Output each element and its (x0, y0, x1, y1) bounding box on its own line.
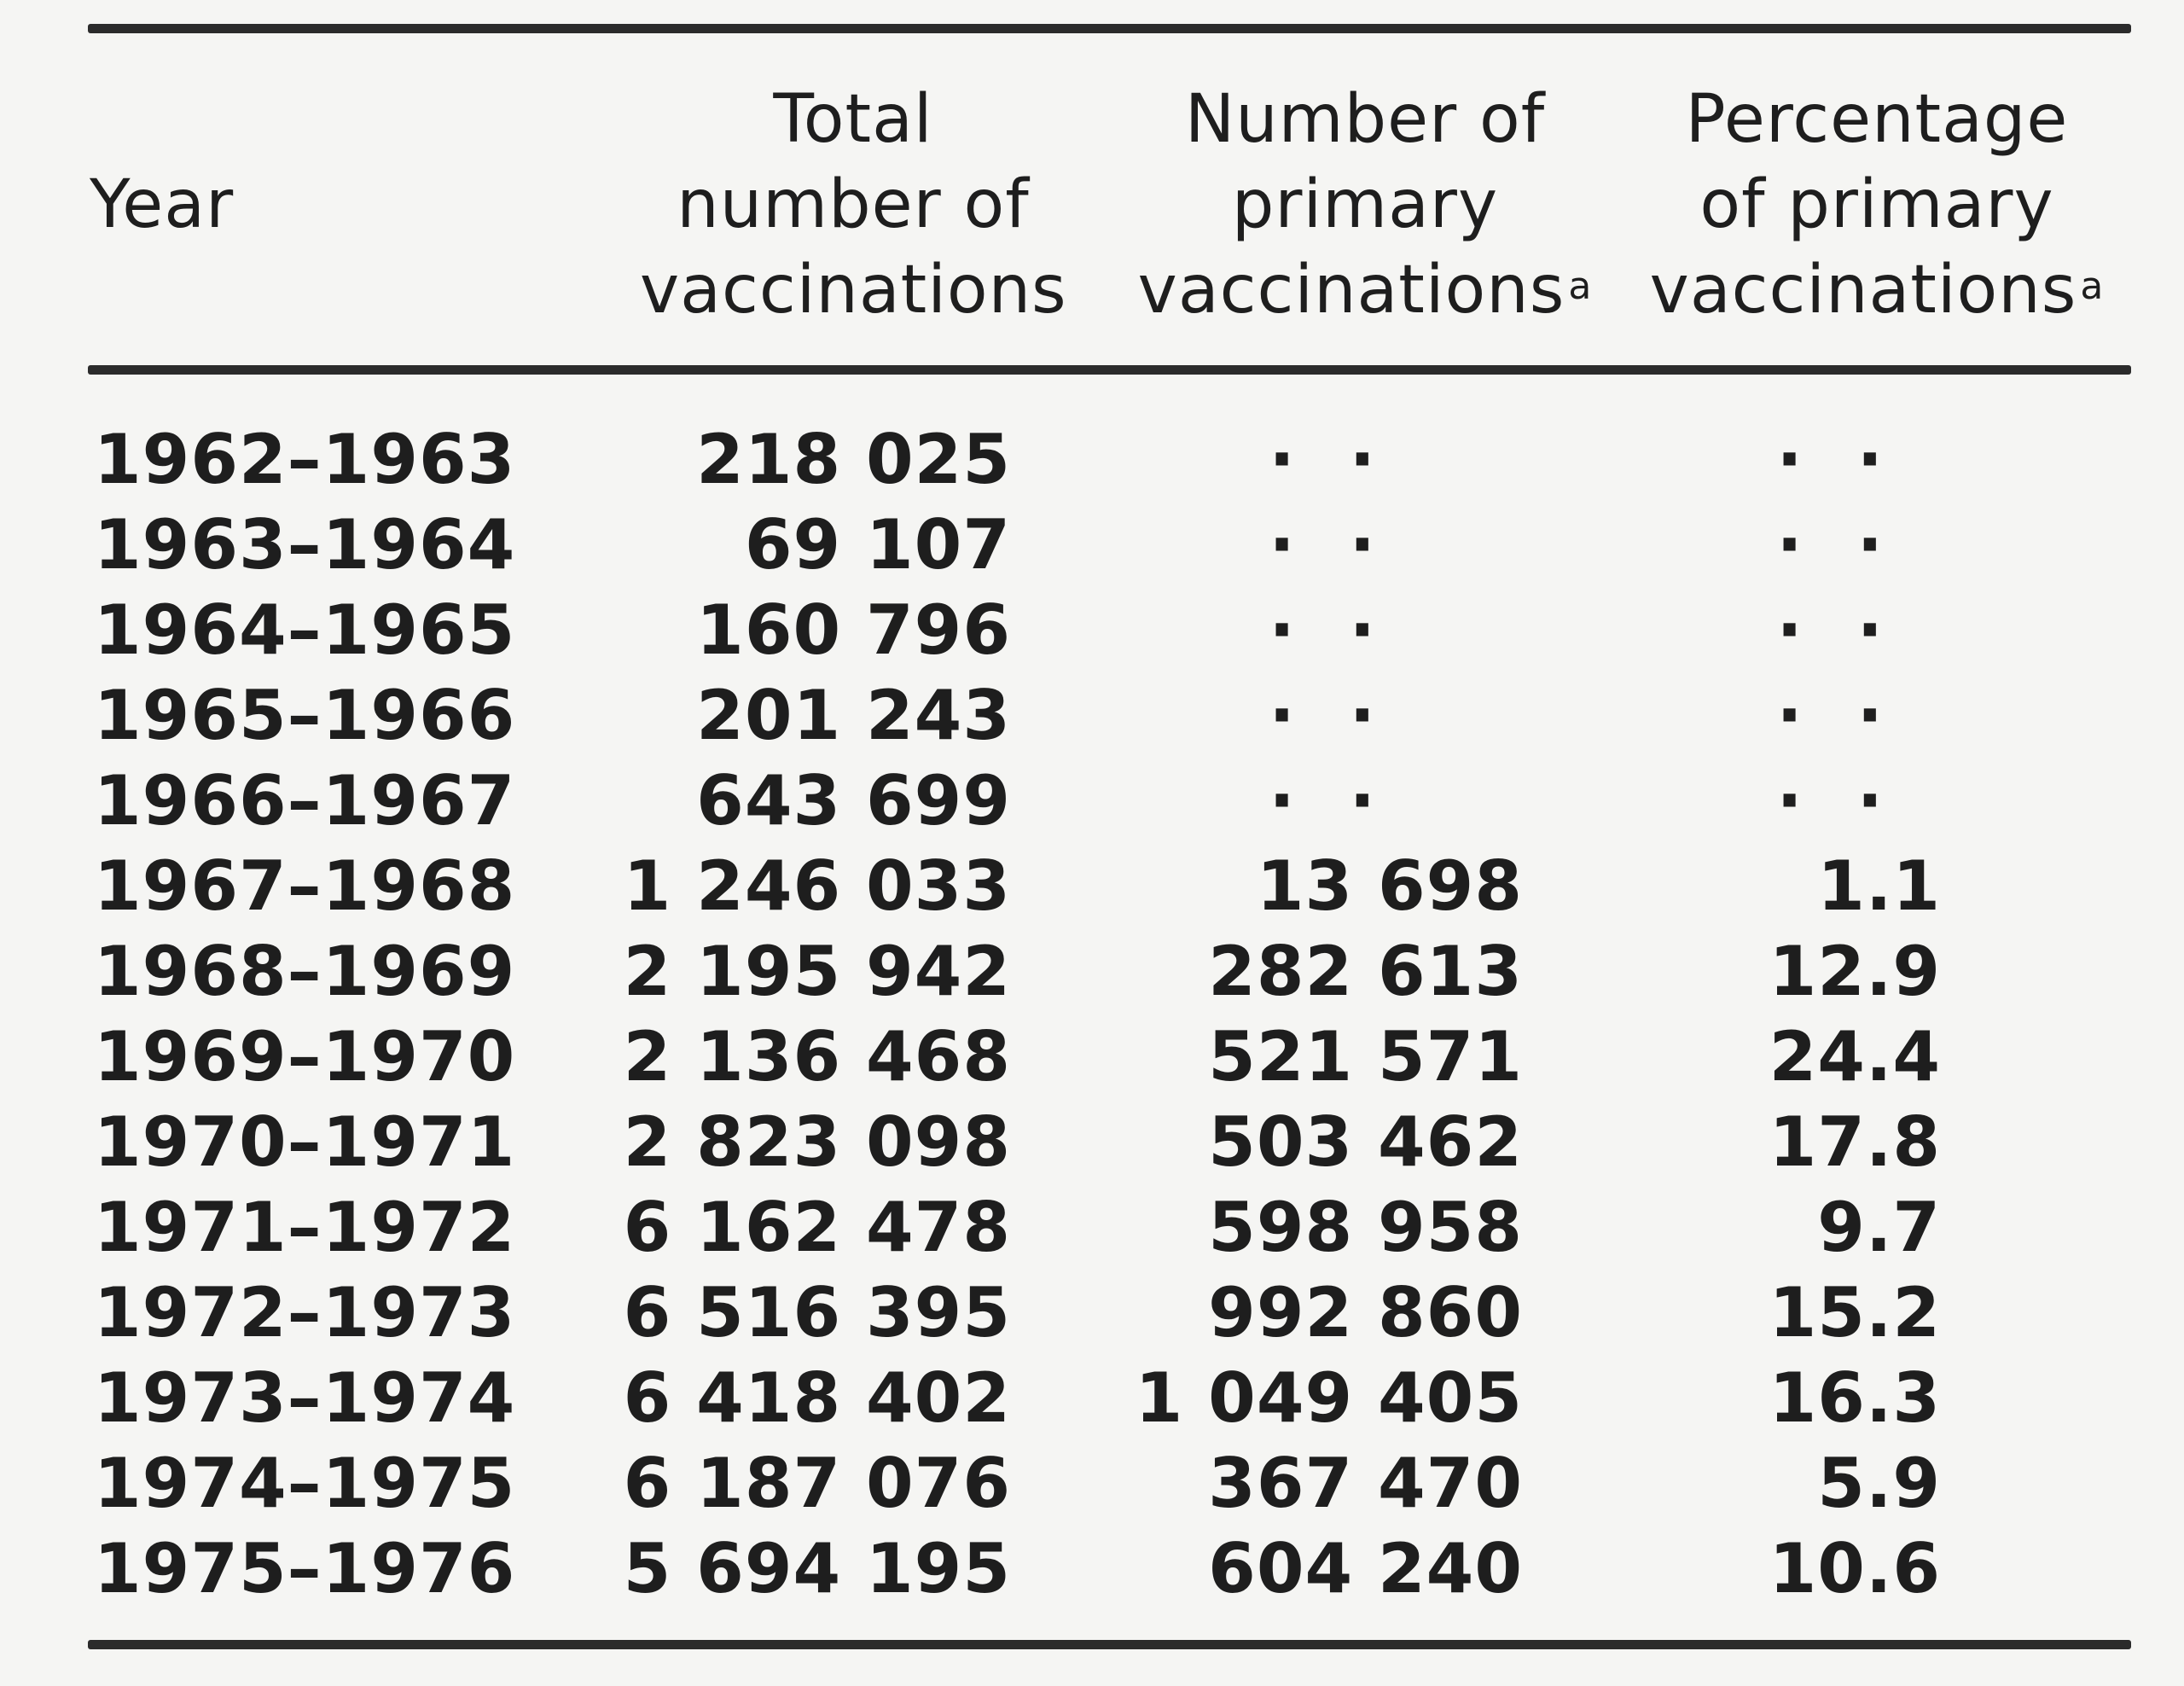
cell-year: 1967–1968 (94, 846, 516, 926)
cell-primary: 1 049 405 (1135, 1358, 1523, 1438)
cell-year: 1966–1967 (94, 761, 516, 840)
cell-year: 1964–1965 (94, 590, 516, 670)
table-row (0, 759, 2184, 844)
table-row (0, 1441, 2184, 1526)
header-line: number of (677, 166, 1030, 243)
footnote-mark: a (1568, 265, 1593, 308)
table-row (0, 1100, 2184, 1185)
table-body (0, 417, 2184, 1612)
cell-primary: · · (1269, 505, 1391, 584)
table-row (0, 673, 2184, 759)
cell-primary: 598 958 (1208, 1188, 1523, 1267)
cell-total: 2 136 468 (623, 1017, 1011, 1096)
table-top-rule (88, 24, 2131, 33)
cell-pct: 12.9 (1769, 932, 1941, 1011)
footnote-mark: a (2080, 265, 2105, 308)
cell-year: 1962–1963 (94, 420, 516, 499)
cell-total: 2 195 942 (623, 932, 1011, 1011)
header-line-text: vaccinations (1137, 252, 1565, 328)
header-year: Year (90, 166, 235, 243)
table-row (0, 929, 2184, 1015)
cell-pct: · · (1776, 676, 1898, 755)
cell-year: 1969–1970 (94, 1017, 516, 1096)
cell-total: 2 823 098 (623, 1102, 1011, 1182)
header-line (1647, 247, 2107, 333)
cell-total: 5 694 195 (623, 1529, 1011, 1608)
cell-year: 1971–1972 (94, 1188, 516, 1267)
cell-primary: · · (1269, 761, 1391, 840)
cell-pct: 1.1 (1817, 846, 1941, 926)
header-line: Total (773, 81, 933, 158)
header-line: Number of (1184, 81, 1546, 158)
header-total-vaccinations (640, 77, 1066, 333)
cell-year: 1973–1974 (94, 1358, 516, 1438)
cell-primary: 503 462 (1208, 1102, 1523, 1182)
table-row (0, 1015, 2184, 1100)
cell-primary: 282 613 (1208, 932, 1523, 1011)
cell-year: 1975–1976 (94, 1529, 516, 1608)
cell-pct: · · (1776, 420, 1898, 499)
cell-primary: 604 240 (1208, 1529, 1523, 1608)
cell-primary: · · (1269, 676, 1391, 755)
header-percentage-primary (1647, 77, 2107, 333)
header-line: Percentage (1685, 81, 2069, 158)
cell-year: 1963–1964 (94, 505, 516, 584)
header-line (1135, 247, 1595, 333)
cell-year: 1965–1966 (94, 676, 516, 755)
cell-total: 201 243 (696, 676, 1011, 755)
cell-pct: · · (1776, 590, 1898, 670)
cell-pct: 17.8 (1769, 1102, 1941, 1182)
header-bottom-rule (88, 365, 2131, 375)
cell-year: 1968–1969 (94, 932, 516, 1011)
cell-pct: 24.4 (1769, 1017, 1941, 1096)
cell-primary: 521 571 (1208, 1017, 1523, 1096)
cell-total: 643 699 (696, 761, 1011, 840)
cell-total: 218 025 (696, 420, 1011, 499)
header-line-text: vaccinations (1649, 252, 2077, 328)
cell-total: 6 516 395 (623, 1273, 1011, 1352)
table-row (0, 503, 2184, 588)
table-row (0, 1185, 2184, 1270)
table-row (0, 1356, 2184, 1441)
table-bottom-rule (88, 1640, 2131, 1649)
header-primary-vaccinations (1135, 77, 1595, 333)
cell-year: 1972–1973 (94, 1273, 516, 1352)
cell-pct: 16.3 (1769, 1358, 1941, 1438)
cell-pct: 15.2 (1769, 1273, 1941, 1352)
header-line: primary (1231, 166, 1499, 243)
table-row (0, 844, 2184, 929)
table-row (0, 1270, 2184, 1356)
cell-pct: 10.6 (1769, 1529, 1941, 1608)
table-row (0, 588, 2184, 673)
cell-primary: · · (1269, 420, 1391, 499)
cell-pct: · · (1776, 505, 1898, 584)
cell-total: 1 246 033 (623, 846, 1011, 926)
table-row (0, 1526, 2184, 1612)
header-line: of primary (1699, 166, 2054, 243)
cell-total: 6 162 478 (623, 1188, 1011, 1267)
cell-year: 1970–1971 (94, 1102, 516, 1182)
cell-total: 6 418 402 (623, 1358, 1011, 1438)
cell-primary: 992 860 (1208, 1273, 1523, 1352)
cell-total: 6 187 076 (623, 1444, 1011, 1523)
cell-pct: 9.7 (1817, 1188, 1941, 1267)
cell-pct: · · (1776, 761, 1898, 840)
cell-primary: 367 470 (1208, 1444, 1523, 1523)
cell-pct: 5.9 (1817, 1444, 1941, 1523)
cell-primary: 13 698 (1256, 846, 1523, 926)
header-line: vaccinations (640, 252, 1067, 328)
cell-year: 1974–1975 (94, 1444, 516, 1523)
cell-total: 69 107 (744, 505, 1011, 584)
cell-primary: · · (1269, 590, 1391, 670)
table-row (0, 417, 2184, 503)
cell-total: 160 796 (696, 590, 1011, 670)
